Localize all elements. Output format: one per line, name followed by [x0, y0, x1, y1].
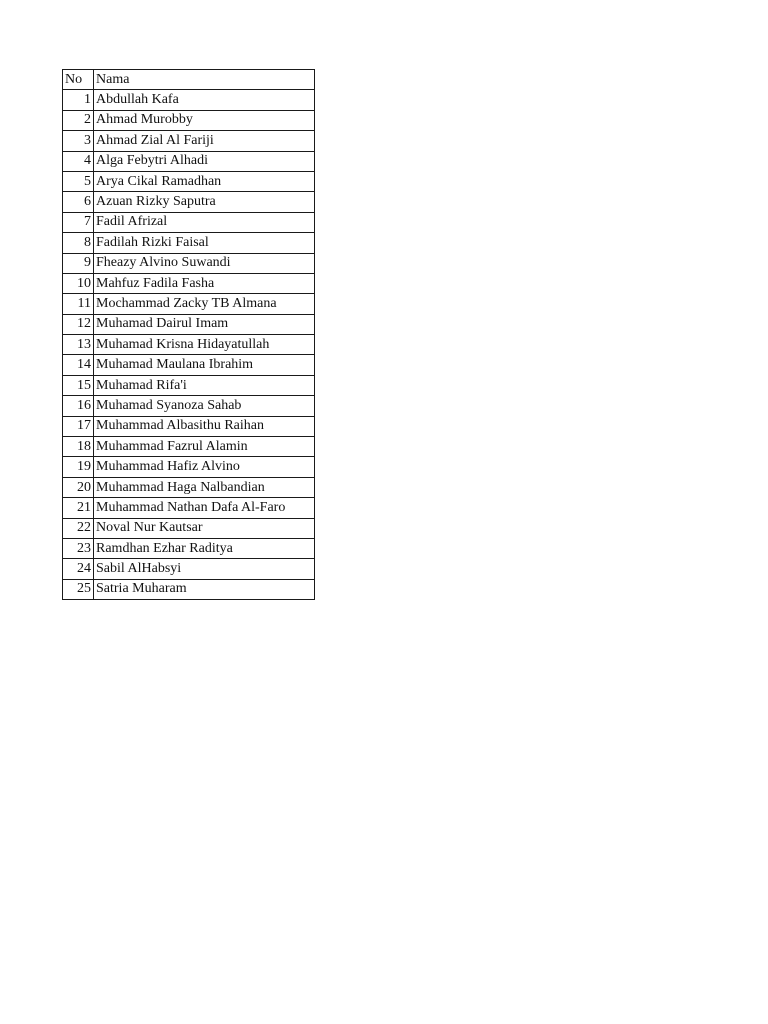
table-row [63, 559, 315, 579]
row-number: 1 [63, 90, 94, 110]
table-row [63, 457, 315, 477]
table-row [63, 518, 315, 538]
row-name: Muhammad Hafiz Alvino [94, 457, 315, 477]
table-row [63, 131, 315, 151]
row-number: 22 [63, 518, 94, 538]
row-number: 2 [63, 110, 94, 130]
table-row [63, 416, 315, 436]
header-nama: Nama [94, 70, 315, 90]
table-row [63, 253, 315, 273]
row-number: 9 [63, 253, 94, 273]
row-name: Muhamad Maulana Ibrahim [94, 355, 315, 375]
table-body [63, 90, 315, 600]
row-number: 10 [63, 273, 94, 293]
row-name: Ramdhan Ezhar Raditya [94, 538, 315, 558]
row-name: Ahmad Zial Al Fariji [94, 131, 315, 151]
table-row [63, 294, 315, 314]
row-name: Ahmad Murobby [94, 110, 315, 130]
row-number: 4 [63, 151, 94, 171]
table-row [63, 212, 315, 232]
row-name: Muhammad Nathan Dafa Al-Faro [94, 498, 315, 518]
table-row [63, 273, 315, 293]
row-name: Noval Nur Kautsar [94, 518, 315, 538]
table-row [63, 437, 315, 457]
table-row [63, 314, 315, 334]
row-name: Muhamad Syanoza Sahab [94, 396, 315, 416]
row-name: Satria Muharam [94, 579, 315, 599]
row-number: 19 [63, 457, 94, 477]
row-name: Alga Febytri Alhadi [94, 151, 315, 171]
table-header-row [63, 70, 315, 90]
row-number: 12 [63, 314, 94, 334]
row-number: 18 [63, 437, 94, 457]
header-no: No [63, 70, 94, 90]
table-row [63, 355, 315, 375]
row-name: Muhamad Dairul Imam [94, 314, 315, 334]
row-name: Sabil AlHabsyi [94, 559, 315, 579]
table-row [63, 151, 315, 171]
row-name: Fheazy Alvino Suwandi [94, 253, 315, 273]
row-number: 17 [63, 416, 94, 436]
row-name: Muhamad Rifa'i [94, 375, 315, 395]
table-row [63, 335, 315, 355]
row-number: 24 [63, 559, 94, 579]
row-number: 7 [63, 212, 94, 232]
table-row [63, 90, 315, 110]
row-name: Mochammad Zacky TB Almana [94, 294, 315, 314]
row-name: Muhamad Krisna Hidayatullah [94, 335, 315, 355]
table-row [63, 477, 315, 497]
row-number: 14 [63, 355, 94, 375]
row-name: Abdullah Kafa [94, 90, 315, 110]
table-row [63, 233, 315, 253]
row-name: Arya Cikal Ramadhan [94, 171, 315, 191]
table-row [63, 375, 315, 395]
row-name: Mahfuz Fadila Fasha [94, 273, 315, 293]
name-list-table [62, 69, 315, 600]
row-number: 20 [63, 477, 94, 497]
row-number: 5 [63, 171, 94, 191]
row-number: 23 [63, 538, 94, 558]
row-name: Azuan Rizky Saputra [94, 192, 315, 212]
row-number: 6 [63, 192, 94, 212]
table-row [63, 498, 315, 518]
table-row [63, 171, 315, 191]
row-number: 15 [63, 375, 94, 395]
row-name: Muhammad Albasithu Raihan [94, 416, 315, 436]
table-row [63, 538, 315, 558]
row-number: 13 [63, 335, 94, 355]
table-row [63, 579, 315, 599]
row-number: 11 [63, 294, 94, 314]
row-number: 16 [63, 396, 94, 416]
row-number: 3 [63, 131, 94, 151]
row-number: 25 [63, 579, 94, 599]
row-name: Muhammad Fazrul Alamin [94, 437, 315, 457]
table-row [63, 396, 315, 416]
row-number: 21 [63, 498, 94, 518]
table-row [63, 110, 315, 130]
row-name: Fadilah Rizki Faisal [94, 233, 315, 253]
row-name: Muhammad Haga Nalbandian [94, 477, 315, 497]
row-number: 8 [63, 233, 94, 253]
row-name: Fadil Afrizal [94, 212, 315, 232]
table-row [63, 192, 315, 212]
